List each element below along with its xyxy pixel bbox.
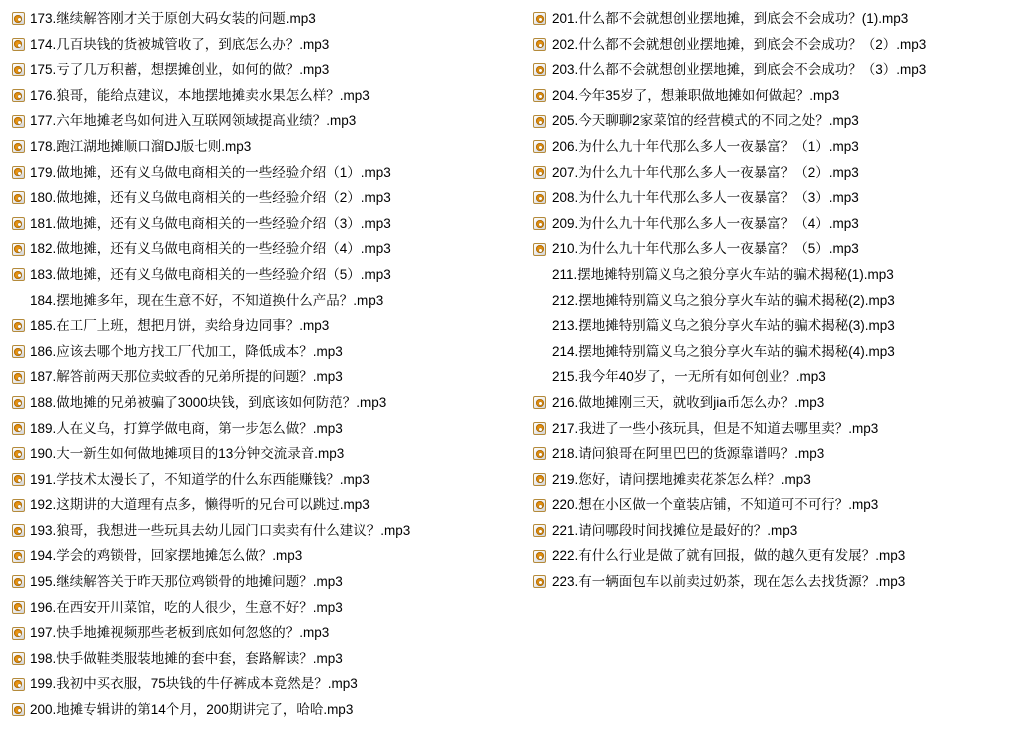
list-item[interactable] bbox=[8, 620, 526, 646]
file-name: 204.今年35岁了，想兼职做地摊如何做起？.mp3 bbox=[551, 87, 840, 103]
file-name: 175.亏了几万积蓄，想摆摊创业，如何的做？.mp3 bbox=[30, 62, 330, 78]
list-item[interactable] bbox=[8, 83, 526, 109]
list-item[interactable] bbox=[8, 32, 526, 58]
mp3-audio-file-icon bbox=[8, 390, 28, 416]
file-name: 186.应该去哪个地方找工厂代加工，降低成本？.mp3 bbox=[30, 343, 343, 359]
file-name: 179.做地摊，还有义乌做电商相关的一些经验介绍（1）.mp3 bbox=[30, 164, 391, 180]
file-name: 211.摆地摊特别篇义乌之狼分享火车站的骗术揭秘(1).mp3 bbox=[551, 266, 894, 282]
mp3-audio-file-icon bbox=[8, 441, 28, 467]
list-item[interactable] bbox=[530, 467, 1018, 493]
mp3-audio-file-icon bbox=[530, 518, 550, 544]
file-name: 203.什么都不会就想创业摆地摊，到底会不会成功？（3）.mp3 bbox=[551, 62, 927, 78]
mp3-audio-file-icon bbox=[530, 390, 550, 416]
list-item[interactable] bbox=[8, 467, 526, 493]
list-item[interactable] bbox=[530, 518, 1018, 544]
spacer-slot bbox=[8, 288, 28, 314]
list-item[interactable] bbox=[530, 416, 1018, 442]
spacer-slot bbox=[530, 313, 550, 339]
file-name: 198.快手做鞋类服装地摊的套中套，套路解读？.mp3 bbox=[30, 650, 343, 666]
mp3-audio-file-icon bbox=[530, 543, 550, 569]
file-name: 184.摆地摊多年，现在生意不好，不知道换什么产品？.mp3 bbox=[30, 292, 384, 308]
mp3-audio-file-icon bbox=[8, 32, 28, 58]
file-name: 199.我初中买衣服，75块钱的牛仔裤成本竟然是？.mp3 bbox=[30, 676, 358, 692]
mp3-audio-file-icon bbox=[8, 697, 28, 723]
list-item[interactable] bbox=[530, 262, 1018, 288]
mp3-audio-file-icon bbox=[530, 211, 550, 237]
list-item[interactable] bbox=[530, 236, 1018, 262]
mp3-audio-file-icon bbox=[8, 543, 28, 569]
spacer-slot bbox=[530, 339, 550, 365]
file-name: 219.您好，请问摆地摊卖花茶怎么样？.mp3 bbox=[551, 471, 811, 487]
file-list-columns bbox=[0, 6, 1018, 723]
file-name: 197.快手地摊视频那些老板到底如何忽悠的？.mp3 bbox=[30, 625, 330, 641]
list-item[interactable] bbox=[8, 595, 526, 621]
mp3-audio-file-icon bbox=[8, 416, 28, 442]
mp3-audio-file-icon bbox=[8, 108, 28, 134]
mp3-audio-file-icon bbox=[8, 236, 28, 262]
list-item[interactable] bbox=[8, 211, 526, 237]
file-name: 208.为什么九十年代那么多人一夜暴富？（3）.mp3 bbox=[551, 190, 859, 206]
mp3-audio-file-icon bbox=[8, 671, 28, 697]
list-item[interactable] bbox=[530, 492, 1018, 518]
file-name: 191.学技术太漫长了，不知道学的什么东西能赚钱？.mp3 bbox=[30, 471, 370, 487]
mp3-audio-file-icon bbox=[8, 518, 28, 544]
file-name: 218.请问狼哥在阿里巴巴的货源靠谱吗？.mp3 bbox=[551, 446, 825, 462]
list-item[interactable] bbox=[8, 697, 526, 723]
mp3-audio-file-icon bbox=[530, 416, 550, 442]
file-name: 181.做地摊，还有义乌做电商相关的一些经验介绍（3）.mp3 bbox=[30, 215, 391, 231]
mp3-audio-file-icon bbox=[530, 134, 550, 160]
file-name: 214.摆地摊特别篇义乌之狼分享火车站的骗术揭秘(4).mp3 bbox=[551, 343, 895, 359]
list-item[interactable] bbox=[530, 32, 1018, 58]
list-item[interactable] bbox=[8, 262, 526, 288]
mp3-audio-file-icon bbox=[530, 441, 550, 467]
list-item[interactable] bbox=[530, 108, 1018, 134]
file-name: 194.学会的鸡锁骨，回家摆地摊怎么做？.mp3 bbox=[30, 548, 303, 564]
list-item[interactable] bbox=[8, 108, 526, 134]
file-name: 209.为什么九十年代那么多人一夜暴富？（4）.mp3 bbox=[551, 215, 859, 231]
list-item[interactable] bbox=[530, 134, 1018, 160]
list-item[interactable] bbox=[8, 543, 526, 569]
file-name: 215.我今年40岁了，一无所有如何创业？.mp3 bbox=[551, 369, 826, 385]
list-item[interactable] bbox=[530, 57, 1018, 83]
file-name: 216.做地摊刚三天，就收到jia币怎么办？.mp3 bbox=[551, 394, 825, 410]
file-name: 222.有什么行业是做了就有回报，做的越久更有发展？.mp3 bbox=[551, 548, 906, 564]
list-item[interactable] bbox=[8, 339, 526, 365]
list-item[interactable] bbox=[8, 6, 526, 32]
mp3-audio-file-icon bbox=[8, 467, 28, 493]
mp3-audio-file-icon bbox=[8, 364, 28, 390]
file-name: 195.继续解答关于昨天那位鸡锁骨的地摊问题？.mp3 bbox=[30, 574, 343, 590]
file-name: 177.六年地摊老鸟如何进入互联网领域提高业绩？.mp3 bbox=[30, 113, 357, 129]
list-item[interactable] bbox=[8, 441, 526, 467]
file-name: 189.人在义乌，打算学做电商，第一步怎么做？.mp3 bbox=[30, 420, 343, 436]
mp3-audio-file-icon bbox=[8, 262, 28, 288]
mp3-audio-file-icon bbox=[8, 211, 28, 237]
mp3-audio-file-icon bbox=[8, 134, 28, 160]
list-item[interactable] bbox=[8, 364, 526, 390]
file-name: 182.做地摊，还有义乌做电商相关的一些经验介绍（4）.mp3 bbox=[30, 241, 391, 257]
file-name: 200.地摊专辑讲的第14个月，200期讲完了，哈哈.mp3 bbox=[30, 702, 354, 718]
list-item[interactable] bbox=[8, 671, 526, 697]
list-item[interactable] bbox=[8, 288, 526, 314]
mp3-audio-file-icon bbox=[8, 313, 28, 339]
file-name: 193.狼哥，我想进一些玩具去幼儿园门口卖卖有什么建议？.mp3 bbox=[30, 522, 411, 538]
list-item[interactable] bbox=[530, 543, 1018, 569]
list-item[interactable] bbox=[530, 288, 1018, 314]
file-name: 207.为什么九十年代那么多人一夜暴富？（2）.mp3 bbox=[551, 164, 859, 180]
list-item[interactable] bbox=[8, 236, 526, 262]
file-name: 221.请问哪段时间找摊位是最好的？.mp3 bbox=[551, 522, 798, 538]
file-name: 217.我进了一些小孩玩具，但是不知道去哪里卖？.mp3 bbox=[551, 420, 879, 436]
spacer-slot bbox=[530, 262, 550, 288]
mp3-audio-file-icon bbox=[530, 108, 550, 134]
mp3-audio-file-icon bbox=[8, 339, 28, 365]
list-item[interactable] bbox=[8, 185, 526, 211]
file-name: 213.摆地摊特别篇义乌之狼分享火车站的骗术揭秘(3).mp3 bbox=[551, 318, 895, 334]
mp3-audio-file-icon bbox=[8, 492, 28, 518]
spacer-slot bbox=[530, 288, 550, 314]
list-item[interactable] bbox=[530, 364, 1018, 390]
mp3-audio-file-icon bbox=[530, 160, 550, 186]
list-item[interactable] bbox=[8, 313, 526, 339]
mp3-audio-file-icon bbox=[8, 83, 28, 109]
file-name: 196.在西安开川菜馆，吃的人很少，生意不好？.mp3 bbox=[30, 599, 343, 615]
mp3-audio-file-icon bbox=[530, 236, 550, 262]
list-item[interactable] bbox=[8, 492, 526, 518]
list-item[interactable] bbox=[530, 441, 1018, 467]
file-name: 220.想在小区做一个童装店铺，不知道可不可行？.mp3 bbox=[551, 497, 879, 513]
list-item[interactable] bbox=[530, 313, 1018, 339]
file-name: 187.解答前两天那位卖蚊香的兄弟所提的问题？.mp3 bbox=[30, 369, 343, 385]
file-name: 210.为什么九十年代那么多人一夜暴富？（5）.mp3 bbox=[551, 241, 859, 257]
file-name: 176.狼哥，能给点建议，本地摆地摊卖水果怎么样？.mp3 bbox=[30, 87, 370, 103]
file-name: 223.有一辆面包车以前卖过奶茶，现在怎么去找货源？.mp3 bbox=[551, 574, 906, 590]
list-item[interactable] bbox=[8, 160, 526, 186]
file-list-right-column bbox=[526, 6, 1018, 595]
mp3-audio-file-icon bbox=[8, 646, 28, 672]
spacer-slot bbox=[530, 364, 550, 390]
file-name: 192.这期讲的大道理有点多，懒得听的兄台可以跳过.mp3 bbox=[30, 497, 370, 513]
mp3-audio-file-icon bbox=[8, 620, 28, 646]
list-item[interactable] bbox=[530, 211, 1018, 237]
file-name: 188.做地摊的兄弟被骗了3000块钱，到底该如何防范？.mp3 bbox=[30, 394, 387, 410]
list-item[interactable] bbox=[8, 57, 526, 83]
file-name: 190.大一新生如何做地摊项目的13分钟交流录音.mp3 bbox=[30, 446, 345, 462]
file-name: 201.什么都不会就想创业摆地摊，到底会不会成功？(1).mp3 bbox=[551, 11, 909, 26]
mp3-audio-file-icon bbox=[8, 160, 28, 186]
list-item[interactable] bbox=[530, 390, 1018, 416]
mp3-audio-file-icon bbox=[530, 83, 550, 109]
list-item[interactable] bbox=[8, 569, 526, 595]
mp3-audio-file-icon bbox=[8, 595, 28, 621]
file-name: 206.为什么九十年代那么多人一夜暴富？（1）.mp3 bbox=[551, 138, 859, 154]
mp3-audio-file-icon bbox=[530, 6, 550, 32]
list-item[interactable] bbox=[530, 83, 1018, 109]
mp3-audio-file-icon bbox=[530, 467, 550, 493]
mp3-audio-file-icon bbox=[530, 492, 550, 518]
list-item[interactable] bbox=[8, 646, 526, 672]
file-name: 212.摆地摊特别篇义乌之狼分享火车站的骗术揭秘(2).mp3 bbox=[551, 292, 895, 308]
list-item[interactable] bbox=[530, 6, 1018, 32]
mp3-audio-file-icon bbox=[530, 57, 550, 83]
file-name: 180.做地摊，还有义乌做电商相关的一些经验介绍（2）.mp3 bbox=[30, 190, 391, 206]
mp3-audio-file-icon bbox=[8, 6, 28, 32]
list-item[interactable] bbox=[530, 160, 1018, 186]
list-item[interactable] bbox=[530, 185, 1018, 211]
mp3-audio-file-icon bbox=[8, 185, 28, 211]
file-name: 183.做地摊，还有义乌做电商相关的一些经验介绍（5）.mp3 bbox=[30, 266, 391, 282]
list-item[interactable] bbox=[8, 134, 526, 160]
file-name: 178.跑江湖地摊顺口溜DJ版七则.mp3 bbox=[30, 138, 252, 154]
list-item[interactable] bbox=[530, 569, 1018, 595]
file-name: 202.什么都不会就想创业摆地摊，到底会不会成功？（2）.mp3 bbox=[551, 36, 927, 52]
file-name: 174.几百块钱的货被城管收了，到底怎么办？.mp3 bbox=[30, 36, 330, 52]
mp3-audio-file-icon bbox=[530, 569, 550, 595]
file-name: 185.在工厂上班，想把月饼，卖给身边同事？.mp3 bbox=[30, 318, 330, 334]
mp3-audio-file-icon bbox=[8, 57, 28, 83]
mp3-audio-file-icon bbox=[530, 32, 550, 58]
list-item[interactable] bbox=[8, 416, 526, 442]
file-name: 205.今天聊聊2家菜馆的经营模式的不同之处？.mp3 bbox=[551, 113, 859, 129]
file-list-left-column bbox=[0, 6, 526, 723]
list-item[interactable] bbox=[8, 518, 526, 544]
mp3-audio-file-icon bbox=[530, 185, 550, 211]
list-item[interactable] bbox=[8, 390, 526, 416]
list-item[interactable] bbox=[530, 339, 1018, 365]
file-name: 173.继续解答刚才关于原创大码女装的问题.mp3 bbox=[30, 11, 316, 26]
mp3-audio-file-icon bbox=[8, 569, 28, 595]
